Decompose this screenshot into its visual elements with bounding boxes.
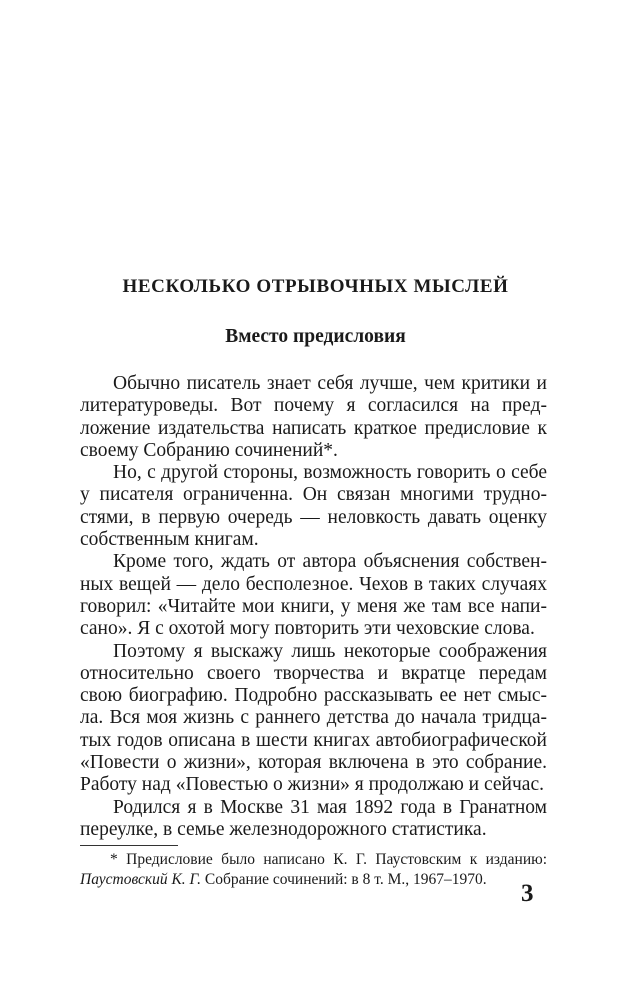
paragraph: Но, с другой стороны, возможность говорить о себе у писателя ограниченна. Он связан многими трудностями, в первую очередь — неловкость давать оценку собственным книгам. [80, 462, 547, 551]
paragraph: Обычно писатель знает себя лучше, чем критики и литературоведы. Вот почему я согласился на предложение издательства написать краткое предисловие к своему Собранию сочинений*. [80, 373, 547, 461]
body-text [80, 373, 547, 841]
page-number: 3 [521, 880, 534, 907]
footnote-divider [80, 845, 178, 846]
paragraph: Кроме того, ждать от автора объяснения собственных вещей — дело бесполезное. Чехов в таких случаях говорил: «Читайте мои книги, у меня же там все написано». Я с охотой могу повторить эти чеховские слова. [80, 551, 547, 640]
footnote-text: Предисловие было написано К. Г. Паустовским к изданию: [126, 851, 548, 868]
footnote-text-end: Собрание сочинений: в 8 т. М., 1967–1970. [201, 871, 487, 888]
chapter-title: НЕСКОЛЬКО ОТРЫВОЧНЫХ МЫСЛЕЙ [122, 276, 509, 297]
paragraph: Поэтому я выскажу лишь некоторые соображения относительно своего творчества и вкратце передам свою биографию. Подробно рассказывать ее нет смысла. Вся моя жизнь с раннего детства до начала тридцатых годов описана в шести книгах автобиографической «Повести о жизни», которая включена в это собрание. Работу над «Повестью о жизни» я продолжаю и сейчас. [80, 640, 547, 796]
paragraph: Родился я в Москве 31 мая 1892 года в Гранатном переулке, в семье железнодорожного статистика. [80, 796, 547, 840]
footnote-mark: * [110, 851, 127, 868]
chapter-subtitle: Вместо предисловия [225, 326, 406, 347]
footnote-author: Паустовский К. Г. [80, 871, 202, 888]
footnote [80, 850, 547, 890]
